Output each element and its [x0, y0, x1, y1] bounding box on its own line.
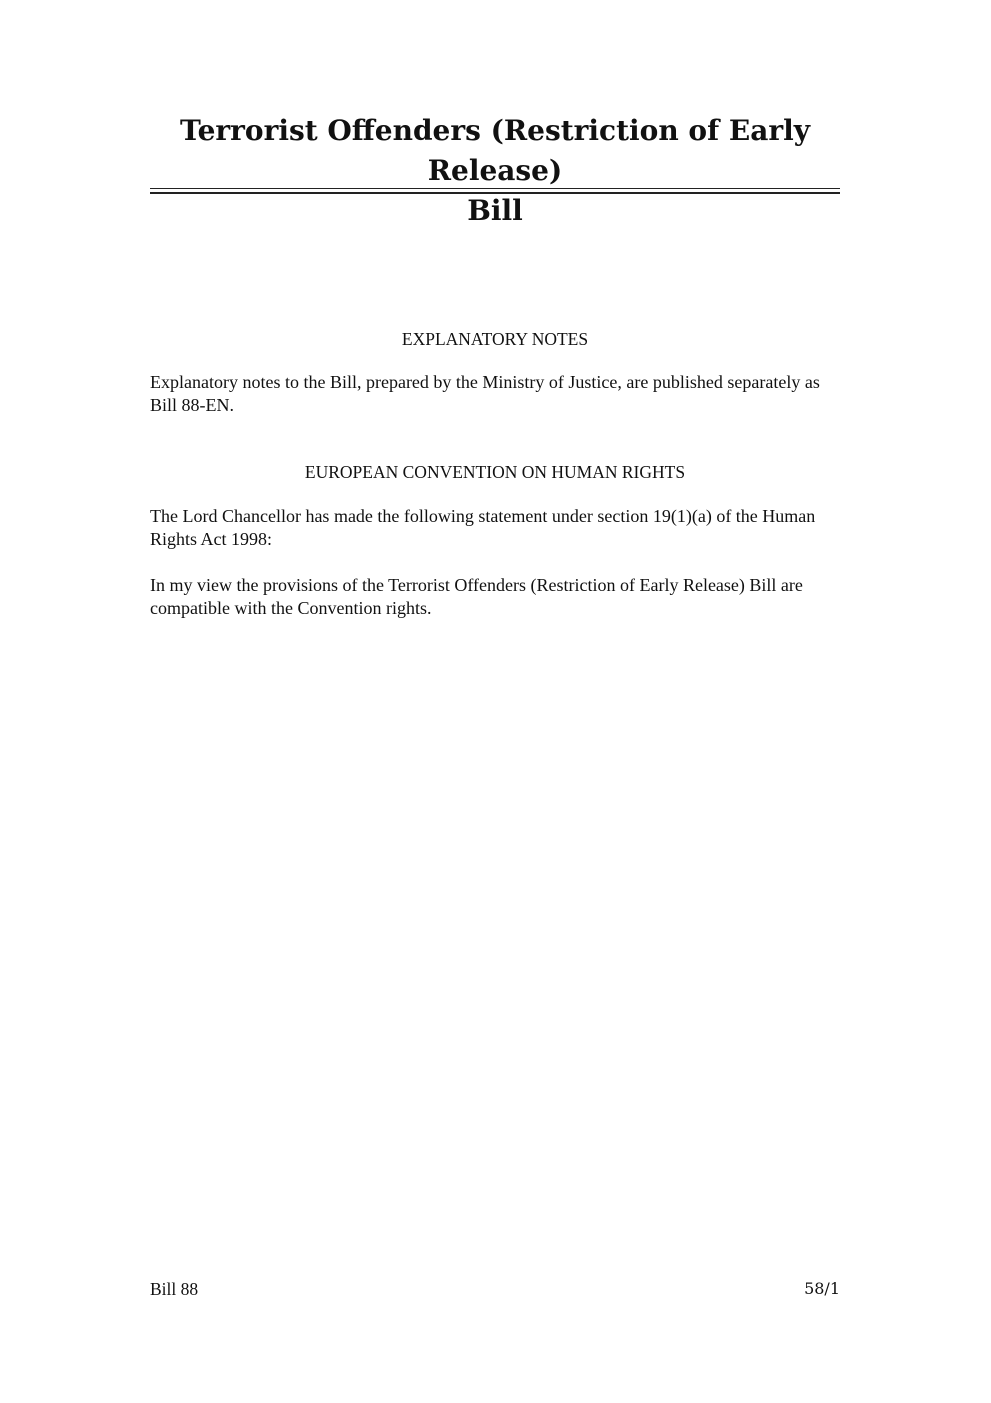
echr-statement: In my view the provisions of the Terrorist Offenders (Restriction of Early Release) Bill are compatible with the Convention rights. [150, 575, 803, 618]
bill-title [150, 111, 840, 231]
title-rule-thick [150, 192, 840, 194]
footer-bill-number: Bill 88 [150, 1279, 199, 1299]
title-rule-thin [150, 188, 840, 189]
explanatory-notes-heading: EXPLANATORY NOTES [401, 329, 589, 349]
footer-page-ref: 58/1 [804, 1279, 840, 1298]
echr-heading: EUROPEAN CONVENTION ON HUMAN RIGHTS [304, 462, 686, 482]
bill-title-line-1: Terrorist Offenders (Restriction of Early Release) [179, 114, 811, 187]
bill-title-line-2: Bill [467, 194, 523, 227]
explanatory-notes-text: Explanatory notes to the Bill, prepared by the Ministry of Justice, are published separately as Bill 88-EN. [150, 372, 820, 415]
echr-statement-intro: The Lord Chancellor has made the following statement under section 19(1)(a) of the Human Rights Act 1998: [150, 506, 816, 549]
